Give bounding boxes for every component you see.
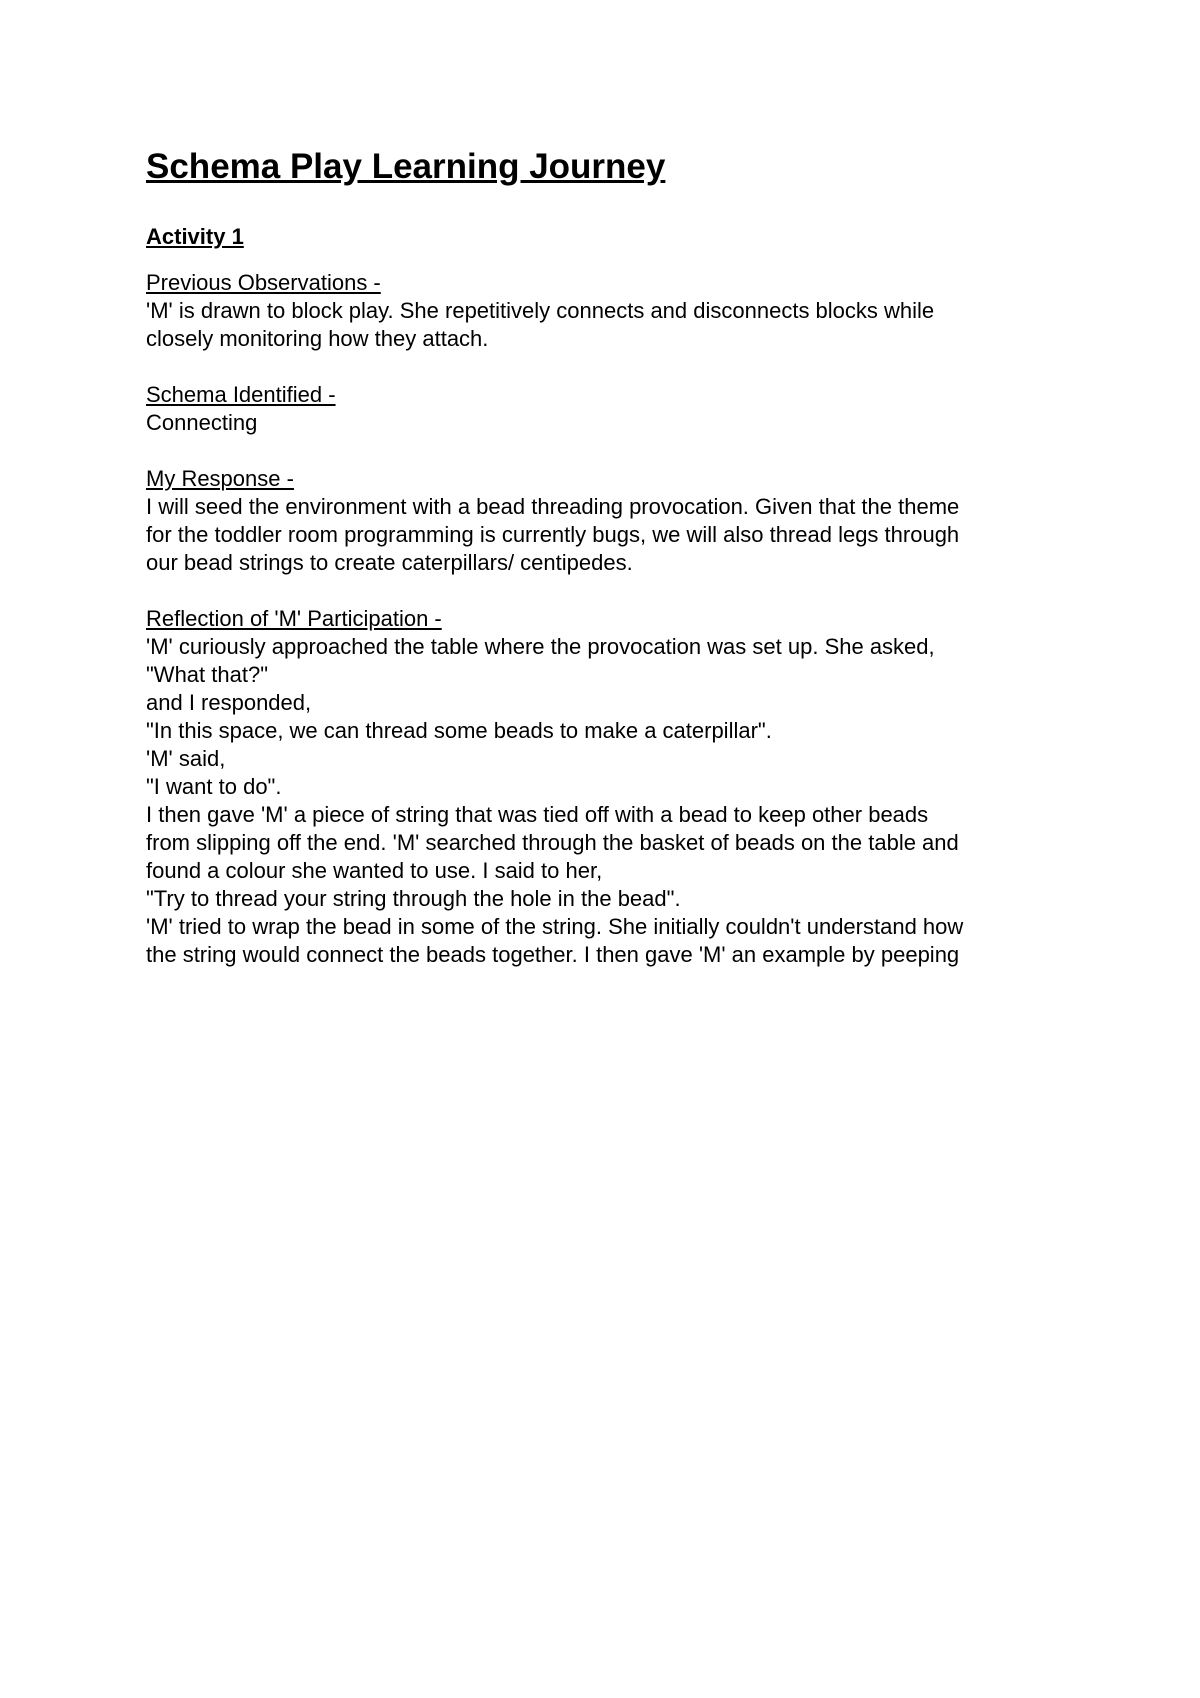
section-text-line: "Try to thread your string through the hole in the bead". xyxy=(146,886,681,911)
section-text-line: closely monitoring how they attach. xyxy=(146,326,489,351)
section-text-line: found a colour she wanted to use. I said to her, xyxy=(146,858,603,883)
document-section xyxy=(146,465,1076,577)
section-text-line: I will seed the environment with a bead threading provocation. Given that the theme xyxy=(146,494,960,519)
section-text-line: 'M' is drawn to block play. She repetitively connects and disconnects blocks while xyxy=(146,298,935,323)
section-text-line: the string would connect the beads together. I then gave 'M' an example by peeping xyxy=(146,942,960,967)
section-text-line: our bead strings to create caterpillars/ centipedes. xyxy=(146,550,633,575)
document-section xyxy=(146,605,1076,969)
section-heading: Reflection of 'M' Participation - xyxy=(146,606,442,631)
section-text-line: for the toddler room programming is currently bugs, we will also thread legs through xyxy=(146,522,960,547)
section-text-line: "What that?" xyxy=(146,662,269,687)
document-section xyxy=(146,381,1076,437)
section-text-line: from slipping off the end. 'M' searched through the basket of beads on the table and xyxy=(146,830,959,855)
document-section xyxy=(146,269,1076,353)
section-text-line: Connecting xyxy=(146,410,258,435)
section-text-line: and I responded, xyxy=(146,690,312,715)
section-text-line: "I want to do". xyxy=(146,774,282,799)
section-text-line: I then gave 'M' a piece of string that was tied off with a bead to keep other beads xyxy=(146,802,929,827)
sections-container xyxy=(146,269,1076,969)
section-text-line: 'M' tried to wrap the bead in some of the string. She initially couldn't understand how xyxy=(146,914,964,939)
section-text-line: 'M' said, xyxy=(146,746,226,771)
section-text-line: 'M' curiously approached the table where the provocation was set up. She asked, xyxy=(146,634,935,659)
document-page xyxy=(146,143,1076,997)
section-text-line: "In this space, we can thread some beads to make a caterpillar". xyxy=(146,718,772,743)
activity-heading: Activity 1 xyxy=(146,224,244,249)
section-heading: Schema Identified - xyxy=(146,382,336,407)
document-title: Schema Play Learning Journey xyxy=(146,147,666,186)
section-heading: Previous Observations - xyxy=(146,270,381,295)
section-heading: My Response - xyxy=(146,466,294,491)
